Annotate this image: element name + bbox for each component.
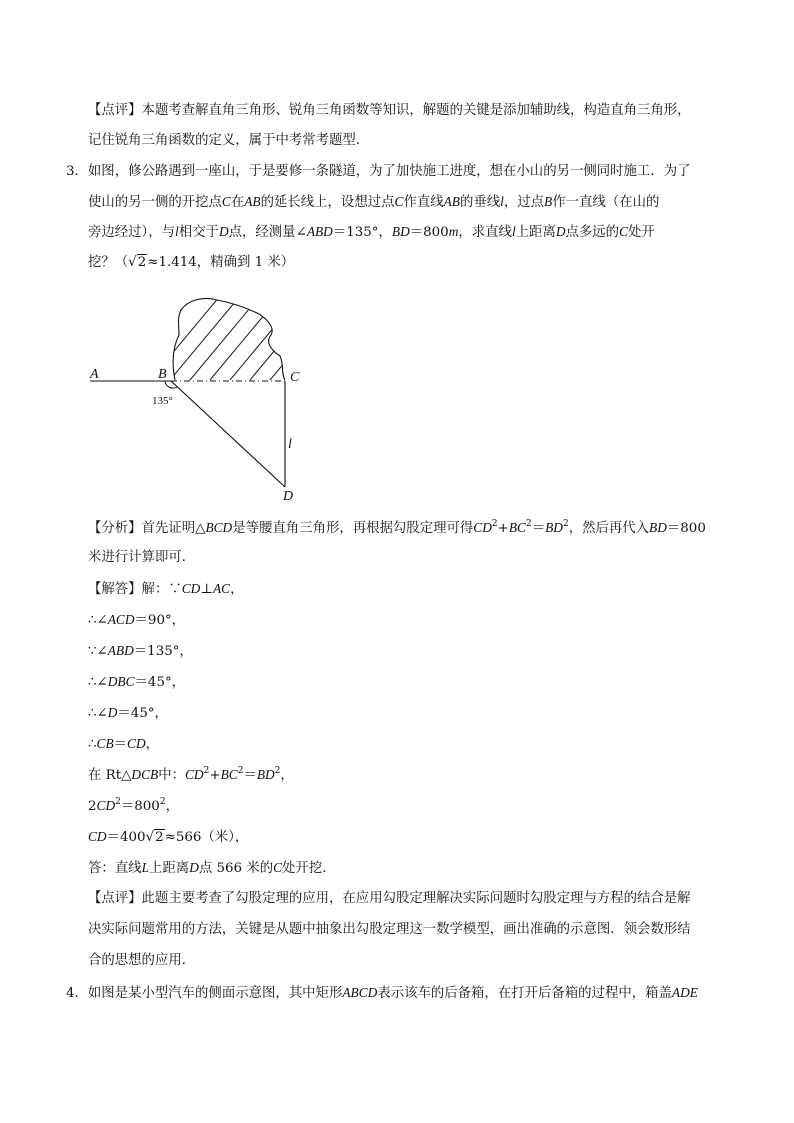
solution-line-7 [88,766,294,785]
comment-prev-line-2: 记住锐角三角函数的定义，属于中考常考题型． [88,133,370,148]
text: 上距离 [515,225,556,240]
math: BD [256,767,275,782]
solution-line-5 [88,704,168,723]
text: + [209,768,221,783]
superscript: 2 [159,797,166,807]
math: BD [649,520,667,535]
math: BD [391,224,410,239]
text: ＝135°， [133,644,193,659]
problem-3-line-1 [66,163,691,181]
math: CD [181,581,201,596]
math: BC [508,520,526,535]
solution-line-9 [88,828,248,847]
text: 【分析】首先证明△ [88,521,206,536]
math: D [555,224,566,239]
problem-4-line-1 [66,984,698,1003]
text: ，然后再代入 [568,521,650,536]
math: l [175,224,179,239]
superscript: 2 [491,519,498,529]
radicand: 2 [155,830,164,845]
superscript: 2 [237,766,244,776]
text: ＝ [113,737,128,752]
text: 处开挖． [282,861,336,876]
text: ， [230,582,244,597]
math: CD [473,520,492,535]
math: C [221,194,231,209]
text: ≈566（米）， [164,830,249,845]
math: L [141,860,150,875]
label-B: B [158,367,167,382]
label-D: D [283,489,294,504]
text: 点 566 米的 [198,861,274,876]
math: m [448,224,459,239]
math: l [511,224,516,239]
text: ＝ [243,768,257,783]
problem-4-number: 4． [66,986,88,1001]
text: ∴∠ [88,613,108,628]
tunnel-figure [85,290,315,510]
comment-3-line-1: 【点评】此题主要考查了勾股定理的应用，在应用勾股定理解决实际问题时勾股定理与方程的结合是解 [88,891,691,906]
text: ＝90°， [134,613,186,628]
text: ∴∠ [88,706,108,721]
text: 【解答】解：∵ [88,582,182,597]
math: ABD [306,224,333,239]
superscript: 2 [203,766,210,776]
text: + [497,521,509,536]
text: 使山的另一侧的开挖点 [88,195,222,210]
math: ABCD [342,985,378,1000]
solution-line-4 [88,673,185,692]
label-C: C [290,370,300,385]
text: 的垂线 [459,195,501,210]
math: C [394,194,404,209]
math: ABD [107,643,134,658]
math: AC [212,581,231,596]
text: ≈1.414，精确到 1 米） [147,255,295,270]
math: BC [220,767,238,782]
text: 表示该车的后备箱，在打开后备箱的过程中，箱盖 [377,986,672,1001]
text: 相交于 [178,225,219,240]
sqrt-symbol: √2 [128,255,147,270]
text: ⊥ [200,582,213,597]
text: ＝ [531,521,546,536]
text: 如图是某小型汽车的侧面示意图，其中矩形 [87,986,343,1001]
text: 在 Rt△ [88,768,132,783]
superscript: 2 [274,766,281,776]
mountain-hatch [125,290,315,410]
text: ， [165,799,179,814]
angle-label: 135° [152,395,173,407]
problem-3-number: 3． [66,164,88,179]
superscript: 2 [115,797,121,807]
math: AB [443,194,460,209]
text: ＝45°， [134,675,186,690]
text: ∵∠ [88,644,108,659]
math: BD [545,520,563,535]
sqrt-symbol: √2 [145,830,164,845]
text: 处开 [628,225,655,240]
text: 答：直线 [88,861,142,876]
math: C [273,860,283,875]
math: C [619,224,629,239]
solution-line-2 [88,611,185,630]
line-BD [171,381,285,487]
math: CD [88,829,107,844]
analysis-line-1 [88,519,706,538]
math: D [218,224,229,239]
comment-prev-line-1: 【点评】本题考查解直角三角形、锐角三角函数等知识，解题的关键是添加辅助线，构造直角三角形， [88,103,691,118]
math: B [544,194,553,209]
text: ＝800 [409,225,449,240]
text: 是等腰直角三角形，再根据勾股定理可得 [232,521,474,536]
text: ∴ [88,737,97,752]
math: DBC [107,674,135,689]
math: CB [96,736,114,751]
comment-3-line-2: 决实际问题常用的方法，关键是从题中抽象出勾股定理这一数学模型，画出准确的示意图．领会数形结 [88,922,691,937]
text: 点多远的 [565,225,620,240]
math: DCB [131,767,159,782]
problem-3-line-4 [88,254,294,272]
text: ＝800 [120,799,160,814]
comment-3-line-3: 合的思想的应用． [88,953,196,968]
mountain-outline [173,298,285,380]
text: ＝800 [666,521,706,536]
solution-line-6 [88,735,159,754]
solution-line-1 [88,580,243,599]
analysis-line-2: 米进行计算即可． [88,550,196,565]
math: CD [96,798,116,813]
superscript: 2 [525,519,532,529]
text: ， [280,768,294,783]
text: 如图，修公路遇到一座山，于是要修一条隧道，为了加快施工进度，想在小山的另一侧同时施工．为了 [87,164,691,179]
problem-3-line-3 [88,223,655,242]
text: 上距离 [149,861,190,876]
text: 中： [158,768,185,783]
math: D [189,860,199,875]
text: ，过点 [503,195,545,210]
math: BCD [205,520,233,535]
math: D [107,705,118,720]
radicand: 2 [137,255,147,270]
text: ＝135°， [332,225,392,240]
math: l [500,194,504,209]
math: ADE [671,985,698,1000]
problem-3-line-2 [88,193,659,212]
math: CD [185,767,204,782]
text: ＝45°， [117,706,168,721]
text: 的延长线上，设想过点 [260,195,395,210]
superscript: 2 [562,519,569,529]
text: ，求直线 [458,225,512,240]
math: ACD [107,612,135,627]
label-A: A [90,367,99,382]
solution-line-10 [88,859,336,878]
label-l: l [288,437,292,452]
math: AB [244,194,261,209]
text: 点，经测量∠ [228,225,307,240]
text: 挖？（ [88,255,129,270]
solution-line-3 [88,642,193,661]
text: ∴∠ [88,675,108,690]
text: ， [145,737,160,752]
solution-line-8 [88,797,179,816]
text: 作一直线（在山的 [552,195,660,210]
text: 作直线 [403,195,444,210]
text: 2 [88,799,97,814]
text: 在 [230,195,245,210]
text: 旁边经过），与 [88,225,176,240]
text: ＝400 [106,830,146,845]
math: CD [127,736,146,751]
